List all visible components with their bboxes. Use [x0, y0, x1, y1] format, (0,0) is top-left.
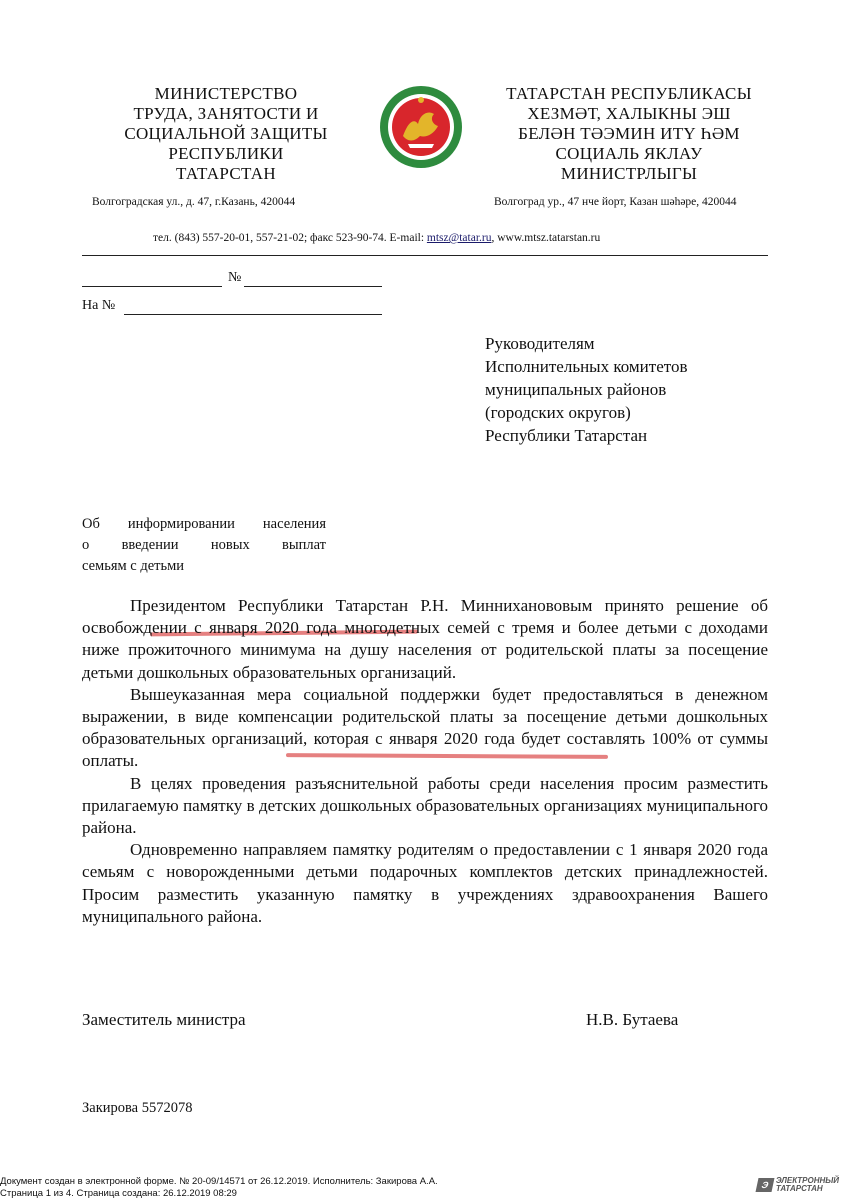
addressee-block: Руководителям Исполнительных комитетов муниципальных районов (городских округов) Республики Татарстан	[485, 334, 688, 445]
address-tt: Волгоград ур., 47 нче йорт, Казан шәһәре, 420044	[494, 196, 737, 208]
contacts-line	[153, 232, 600, 244]
email-link[interactable]: mtsz@tatar.ru	[426, 232, 492, 244]
body-paragraph: В целях проведения разъяснительной работы среди населения просим разместить прилагаемую памятку в детских дошкольных образовательных организациях муниципального района.	[82, 773, 768, 838]
footer-doc-info: Документ создан в электронной форме. № 20-09/14571 от 26.12.2019. Исполнитель: Закирова А.А.	[0, 1176, 438, 1187]
signatory-name: Н.В. Бутаева	[586, 1010, 679, 1029]
number-sign: №	[228, 270, 242, 285]
ministry-name-ru: МИНИСТЕРСТВО ТРУДА, ЗАНЯТОСТИ И СОЦИАЛЬНОЙ ЗАЩИТЫ РЕСПУБЛИКИ ТАТАРСТАН	[124, 84, 328, 183]
contacts-prefix: тел. (843) 557-20-01, 557-21-02; факс 523-90-74. E-mail:	[153, 232, 427, 244]
header-divider	[82, 255, 768, 256]
letter-subject: Об информировании населения о введении новых выплат семьям с детьми	[82, 516, 326, 574]
e-logo-icon: Э	[755, 1178, 774, 1192]
signatory-position: Заместитель министра	[82, 1010, 246, 1029]
body-paragraph: Одновременно направляем памятку родителям о предоставлении с 1 января 2020 года семьям с новорожденными детьми подарочных комплектов детских принадлежностей. Просим разместить указанную памятку в учреждениях здравоохранения Вашего муниципального района.	[82, 840, 768, 926]
number-blank	[244, 272, 382, 287]
tatarstan-emblem-icon	[378, 84, 464, 170]
electronic-tatarstan-logo: Э ЭЛЕКТРОННЫЙ ТАТАРСТАН	[757, 1177, 839, 1193]
contacts-suffix: , www.mtsz.tatarstan.ru	[491, 232, 601, 244]
executor-contact: Закирова 5572078	[82, 1100, 193, 1116]
na-label: На №	[82, 298, 116, 313]
body-paragraph: Президентом Республики Татарстан Р.Н. Минниханововым принято решение об освобождении с января 2020 года многодетных семей с тремя и более детьми с доходами ниже прожиточного минимума на душу населения от родительской платы за посещение детьми дошкольных образовательных организаций.	[82, 596, 768, 682]
na-blank	[124, 300, 382, 315]
address-ru: Волгоградская ул., д. 47, г.Казань, 420044	[92, 196, 296, 208]
date-blank	[82, 272, 222, 287]
ministry-name-tt: ТАТАРСТАН РЕСПУБЛИКАСЫ ХЕЗМӘТ, ХАЛЫКНЫ ЭШ БЕЛӘН ТӘЭМИН ИТҮ ҺӘМ СОЦИАЛЬ ЯКЛАУ МИНИСТРЛЫГЫ	[506, 84, 752, 183]
body-paragraph: Вышеуказанная мера социальной поддержки будет предоставляться в денежном выражении, в виде компенсации родительской платы за посещение детьми дошкольных образовательных организаций, которая с января 2020 года будет составлять 100% от суммы оплаты.	[82, 684, 768, 771]
letter-body	[82, 595, 768, 928]
footer-page-info: Страница 1 из 4. Страница создана: 26.12.2019 08:29	[0, 1188, 237, 1199]
